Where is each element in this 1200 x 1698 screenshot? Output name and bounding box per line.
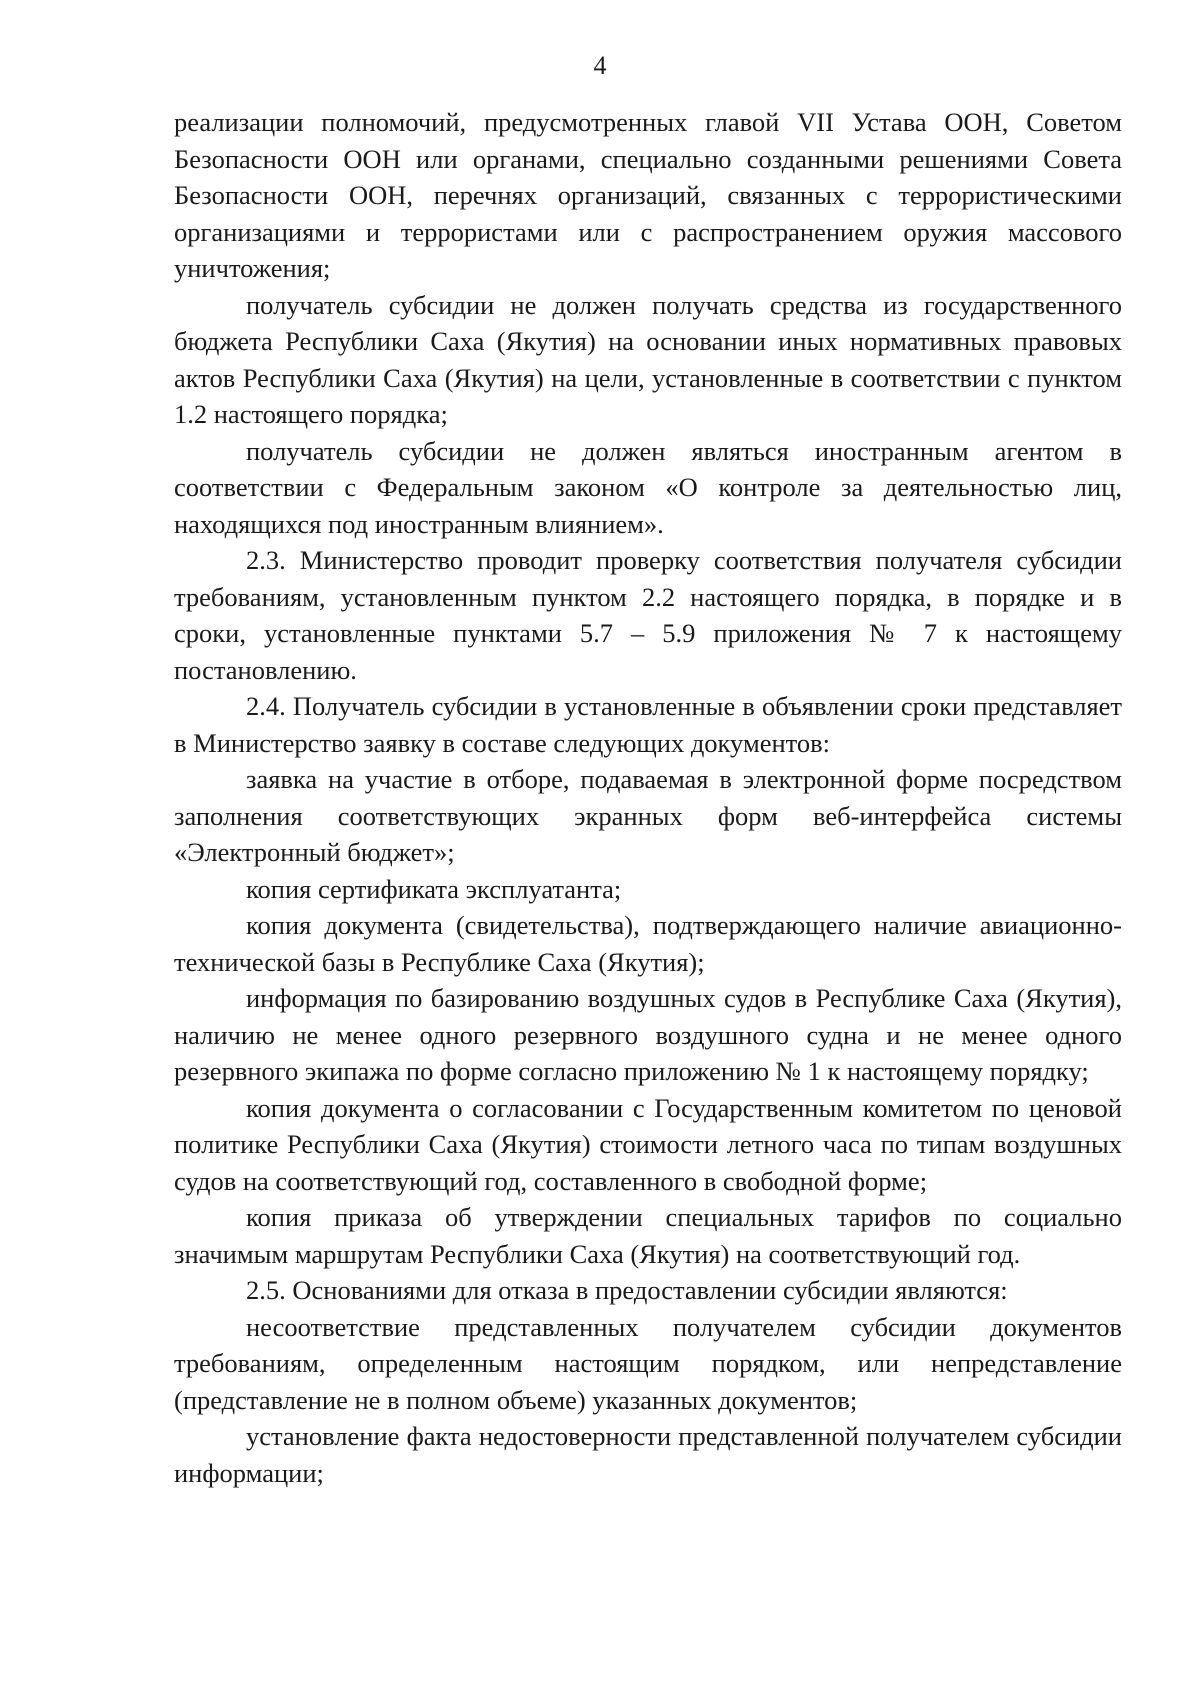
paragraph-no-other-budget-funds: получатель субсидии не должен получать средства из государственного бюджета Республики Саха (Якутия) на основании иных нормативных правовых актов Республики Саха (Якутия) на цели, установленные в соответствии с пунктом 1.2 настоящего порядка; <box>174 289 1122 429</box>
paragraph-document-noncompliance: несоответствие представленных получателем субсидии документов требованиям, определенным настоящим порядком, или непредставление (представление не в полном объеме) указанных документов; <box>174 1311 1122 1415</box>
paragraph-operator-certificate: копия сертификата эксплуатанта; <box>246 873 622 904</box>
paragraph-flight-hour-cost: копия документа о согласовании с Государственным комитетом по ценовой политике Республики Саха (Якутия) стоимости летного часа по типам воздушных судов на соответствующий год, составленного в свободной форме; <box>174 1092 1122 1196</box>
document-body <box>174 104 1122 1491</box>
paragraph-special-tariffs: копия приказа об утверждении специальных тарифов по социально значимым маршрутам Республики Саха (Якутия) на соответствующий год. <box>174 1202 1122 1269</box>
paragraph-false-information: установление факта недостоверности представленной получателем субсидии информации; <box>174 1421 1122 1488</box>
paragraph-application-form: заявка на участие в отборе, подаваемая в электронной форме посредством заполнения соответствующих экранных форм веб-интерфейса системы «Электронный бюджет»; <box>174 764 1122 867</box>
page-number: 4 <box>593 51 607 80</box>
paragraph-2-5: 2.5. Основаниями для отказа в предоставлении субсидии являются: <box>246 1275 1008 1305</box>
paragraph-2-4: 2.4. Получатель субсидии в установленные в объявлении сроки представляет в Министерство заявку в составе следующих документов: <box>174 691 1122 758</box>
paragraph-not-foreign-agent: получатель субсидии не должен являться иностранным агентом в соответствии с Федеральным законом «О контроле за деятельностью лиц, находящихся под иностранным влиянием». <box>174 435 1122 539</box>
paragraph-aircraft-basing: информация по базированию воздушных судов в Республике Саха (Якутия), наличию не менее одного резервного воздушного судна и не менее одного резервного экипажа по форме согласно приложению № 1 к настоящему порядку; <box>174 983 1122 1086</box>
paragraph-technical-base: копия документа (свидетельства), подтверждающего наличие авиационно-технической базы в Республике Саха (Якутия); <box>174 910 1122 977</box>
paragraph-2-3: 2.3. Министерство проводит проверку соответствия получателя субсидии требованиям, установленным пунктом 2.2 настоящего порядка, в порядке и в сроки, установленные пунктами 5.7 – 5.9 приложения № 7 к настоящему постановлению. <box>174 545 1122 685</box>
paragraph-un-sanctions-continuation: реализации полномочий, предусмотренных главой VII Устава ООН, Советом Безопасности ООН или органами, специально созданными решениями Совета Безопасности ООН, перечнях организаций, связанных с террористическими организациями и террористами или с распространением оружия массового уничтожения; <box>174 107 1122 283</box>
